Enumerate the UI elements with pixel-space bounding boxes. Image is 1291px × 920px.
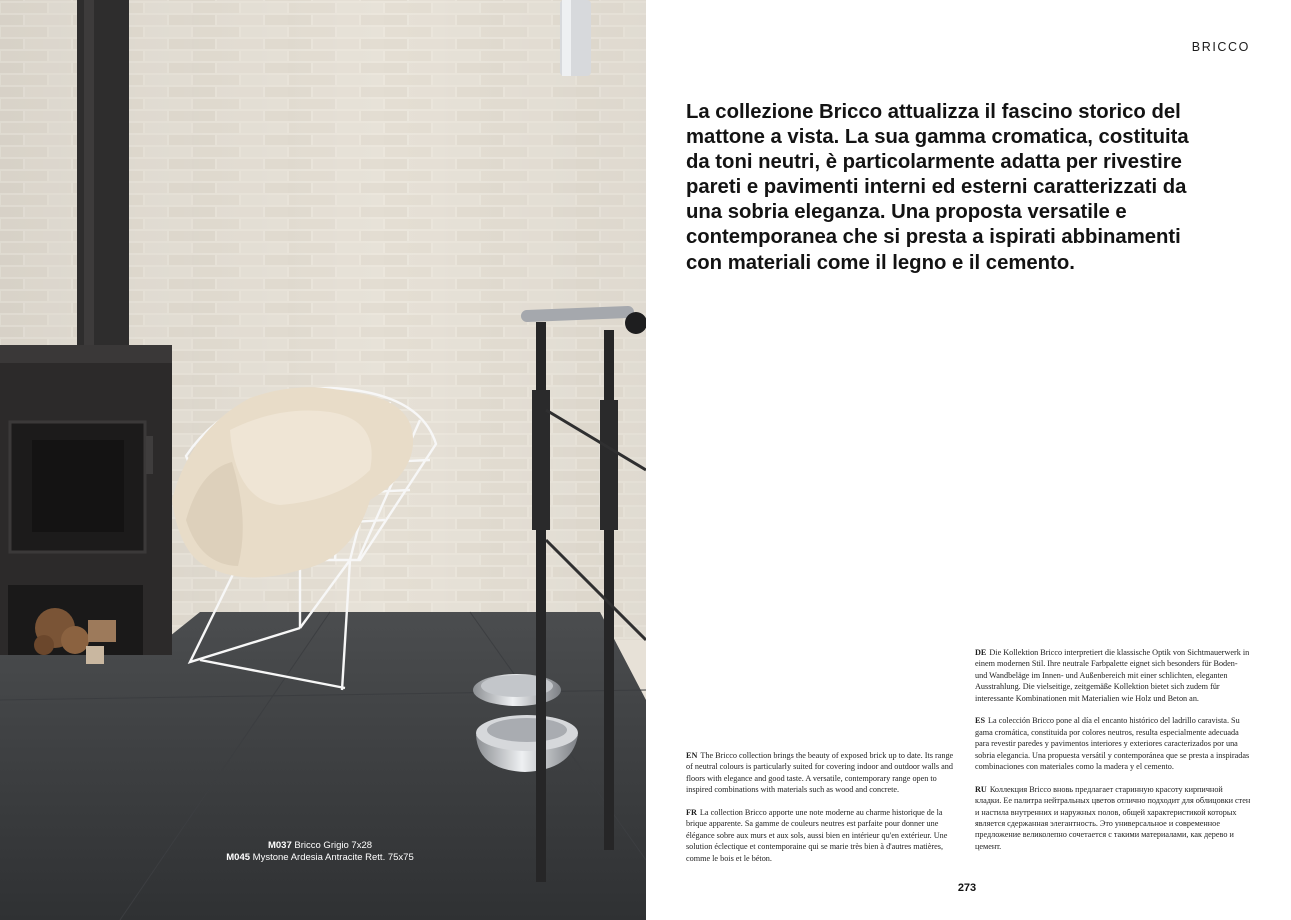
caption-line-2: M045 Mystone Ardesia Antracite Rett. 75x75 [226, 852, 414, 863]
translation-es [975, 715, 1251, 772]
collection-name: BRICCO [1191, 40, 1250, 54]
translation-ru [975, 784, 1251, 852]
lang-code: ES [975, 716, 986, 726]
translation-en [686, 750, 962, 796]
translations-right-column [975, 647, 1251, 864]
lang-code: EN [686, 751, 698, 760]
page-number: 273 [957, 882, 977, 894]
translation-text: La colección Bricco pone al día el encanto histórico del ladrillo caravista. Su gama cromática, constituida por colores neutros, resulta especialmente adecuada para revestir paredes y pavimentos interiores y exteriores caracterizados por una sobria elegancia. Una propuesta versátil y contemporánea que se presta a inspiradas combinaciones con materiales como la madera y el cemento. [975, 716, 1250, 772]
translation-text: Коллекция Bricco вновь предлагает старинную красоту кирпичной кладки. Ее палитра нейтральных цветов отлично подходит для облицовки стен и настила внутренних и наружных полов, общей характеристикой которых является сдержанная элегантность. Это универсальное и современное предложение великолепно сочетается с такими материалами, как дерево и цемент. [975, 784, 1251, 851]
translation-fr [686, 807, 962, 864]
headline-italian: La collezione Bricco attualizza il fascino storico del mattone a vista. La sua gamma cromatica, costituita da toni neutri, è particolarmente adatta per rivestire pareti e pavimenti interni ed esterni caratterizzati da una sobria eleganza. Una proposta versatile e contemporanea che si presta a ispirati abbinamenti con materiali come il legno e il cemento. [686, 101, 1189, 274]
translation-text: The Bricco collection brings the beauty of exposed brick up to date. Its range of neutral colours is particularly suited for covering indoor and outdoor walls and floors with elegance and good taste. A versatile, contemporary range open to inspired combinations with materials such as wood and concrete. [686, 751, 954, 795]
lang-code: FR [686, 808, 697, 818]
caption-line-1: M037 Bricco Grigio 7x28 [267, 840, 373, 851]
translation-text: Die Kollektion Bricco interpretiert die klassische Optik von Sichtmauerwerk in einem modernen Stil. Ihre neutrale Farbpalette eignet sich besonders für Boden- und Wandbeläge im Innen- und Außenbereich mit einer schlichten, eleganten Ausstrahlung. Die vielseitige, zeitgemäße Kollektion bietet sich zudem für interessante Kombinationen mit Materialien wie Holz und Beton an. [975, 648, 1250, 703]
translation-de [975, 647, 1251, 704]
lang-code: DE [975, 648, 987, 657]
lang-code: RU [975, 784, 987, 794]
translation-text: La collection Bricco apporte une note moderne au charme historique de la brique apparente. Sa gamme de couleurs neutres est parfaite pour donner une élégance sobre aux murs et aux sols, aussi bien en intérieur qu'en extérieur. Une solution éclectique et contemporaine qui se marie très bien à d'autres matières, comme le bois et le béton. [686, 808, 948, 863]
product-caption [200, 840, 440, 864]
translations-left-column [686, 750, 962, 875]
